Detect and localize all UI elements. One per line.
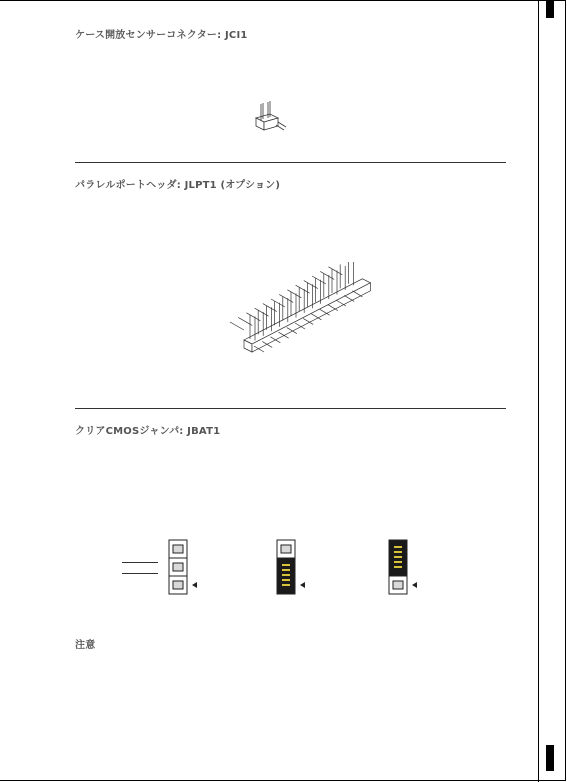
jlpt-heading: パラレルポートヘッダ: JLPT1 (オプション): [75, 180, 281, 191]
jumper-keep: [388, 538, 424, 598]
pin-header-icon: [230, 262, 370, 352]
pin1-arrow-icon: [300, 582, 305, 588]
side-tab-top: [546, 0, 554, 18]
pin-leader-line: [230, 322, 244, 330]
section-divider-1: [75, 162, 506, 163]
jlpt-connector-diagram: [222, 262, 382, 372]
jci-heading: ケース開放センサーコネクター: JCI1: [75, 30, 248, 41]
jbat-heading: クリアCMOSジャンパ: JBAT1: [75, 426, 221, 437]
jci-connector-diagram: [248, 100, 288, 136]
section-divider-2: [75, 408, 506, 409]
side-margin-rule: [538, 0, 539, 782]
jumper-label-line-1: [122, 562, 158, 563]
side-tab-bottom: [546, 745, 554, 771]
jumper-clear: [276, 538, 312, 598]
note-heading: 注意: [75, 640, 96, 651]
pin1-arrow-icon: [192, 582, 197, 588]
pin-header-icon: [256, 101, 286, 130]
jumper-label-line-2: [122, 573, 158, 574]
pin1-arrow-icon: [412, 582, 417, 588]
jumper-normal: [168, 538, 204, 598]
